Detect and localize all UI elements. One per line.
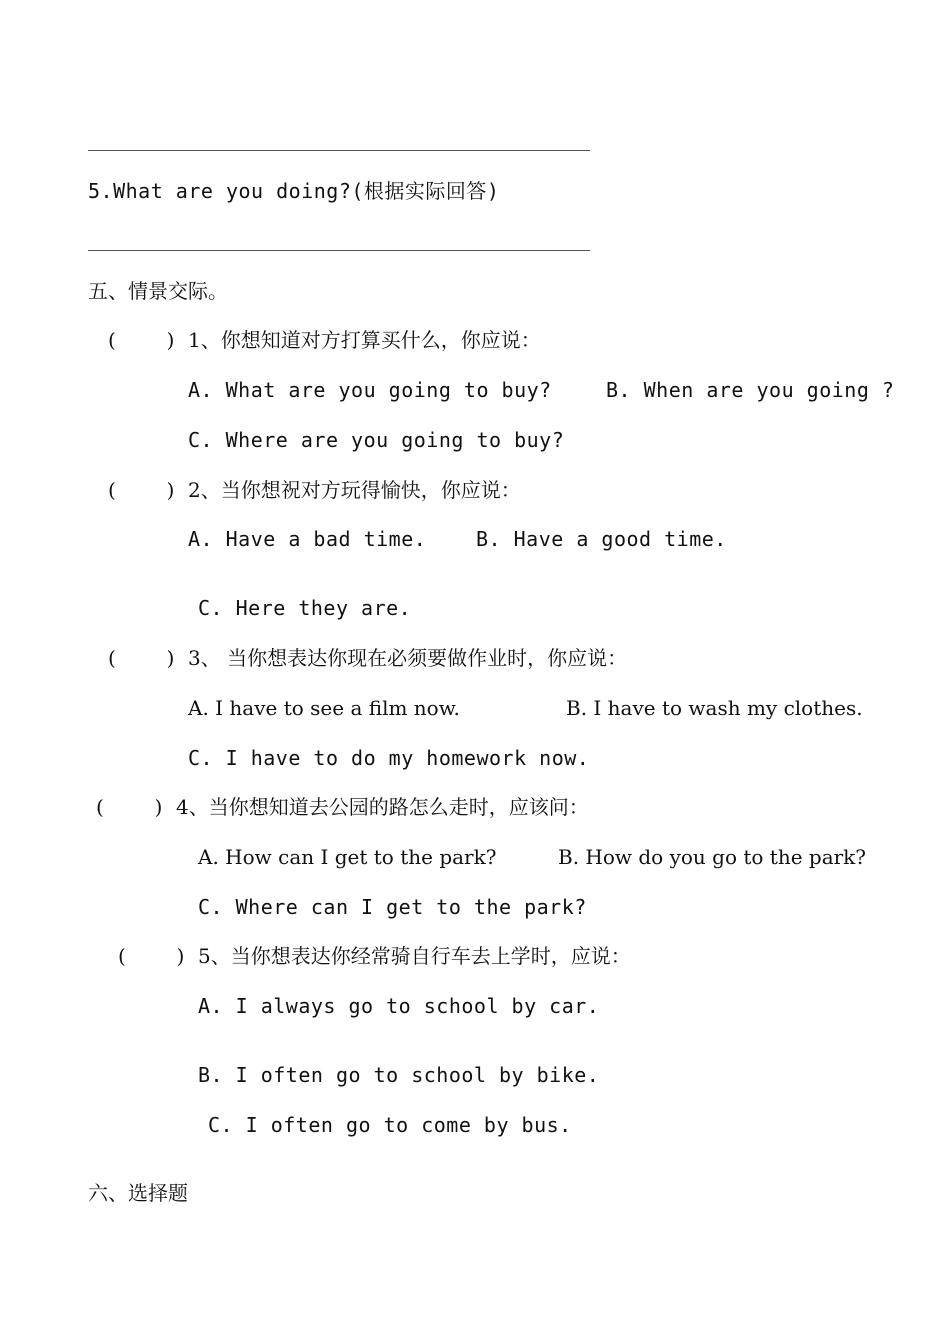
q3-option-c: C. I have to do my homework now. xyxy=(188,746,590,770)
q4-option-a: A. How can I get to the park? xyxy=(198,845,497,869)
answer-line-2 xyxy=(88,250,590,251)
answer-line-1 xyxy=(88,150,590,151)
q5-option-a: A. I always go to school by car. xyxy=(198,994,600,1018)
q5-prompt: 5、当你想表达你经常骑自行车去上学时，应说： xyxy=(198,944,631,968)
q2-answer-paren: ( ) xyxy=(108,478,175,502)
q5-option-c: C. I often go to come by bus. xyxy=(208,1113,572,1137)
q4-option-c: C. Where can I get to the park? xyxy=(198,895,587,919)
q3-answer-paren: ( ) xyxy=(108,646,175,670)
q5-answer-paren: ( ) xyxy=(118,944,185,968)
q4-option-b: B. How do you go to the park? xyxy=(558,845,867,869)
q1-option-a: A. What are you going to buy? xyxy=(188,378,552,402)
q1-answer-paren: ( ) xyxy=(108,328,175,352)
q1-option-b: B. When are you going ? xyxy=(606,378,895,402)
section-5-heading: 五、情景交际。 xyxy=(88,279,228,303)
q2-prompt: 2、当你想祝对方玩得愉快，你应说： xyxy=(188,478,521,502)
q2-option-c: C. Here they are. xyxy=(198,596,412,620)
q3-option-a: A. I have to see a film now. xyxy=(188,696,460,720)
q4-prompt: 4、当你想知道去公园的路怎么走时，应该问： xyxy=(176,795,589,819)
q2-option-a: A. Have a bad time. xyxy=(188,527,427,551)
q2-option-b: B. Have a good time. xyxy=(476,527,727,551)
section-6-heading: 六、选择题 xyxy=(88,1181,188,1205)
q5-option-b: B. I often go to school by bike. xyxy=(198,1063,600,1087)
q1-option-c: C. Where are you going to buy? xyxy=(188,428,565,452)
q3-prompt: 3、 当你想表达你现在必须要做作业时，你应说： xyxy=(188,646,628,670)
question-5-text: 5.What are you doing?(根据实际回答) xyxy=(88,179,500,203)
q3-option-b: B. I have to wash my clothes. xyxy=(566,696,863,720)
q1-prompt: 1、你想知道对方打算买什么，你应说： xyxy=(188,328,541,352)
q4-answer-paren: ( ) xyxy=(96,795,163,819)
